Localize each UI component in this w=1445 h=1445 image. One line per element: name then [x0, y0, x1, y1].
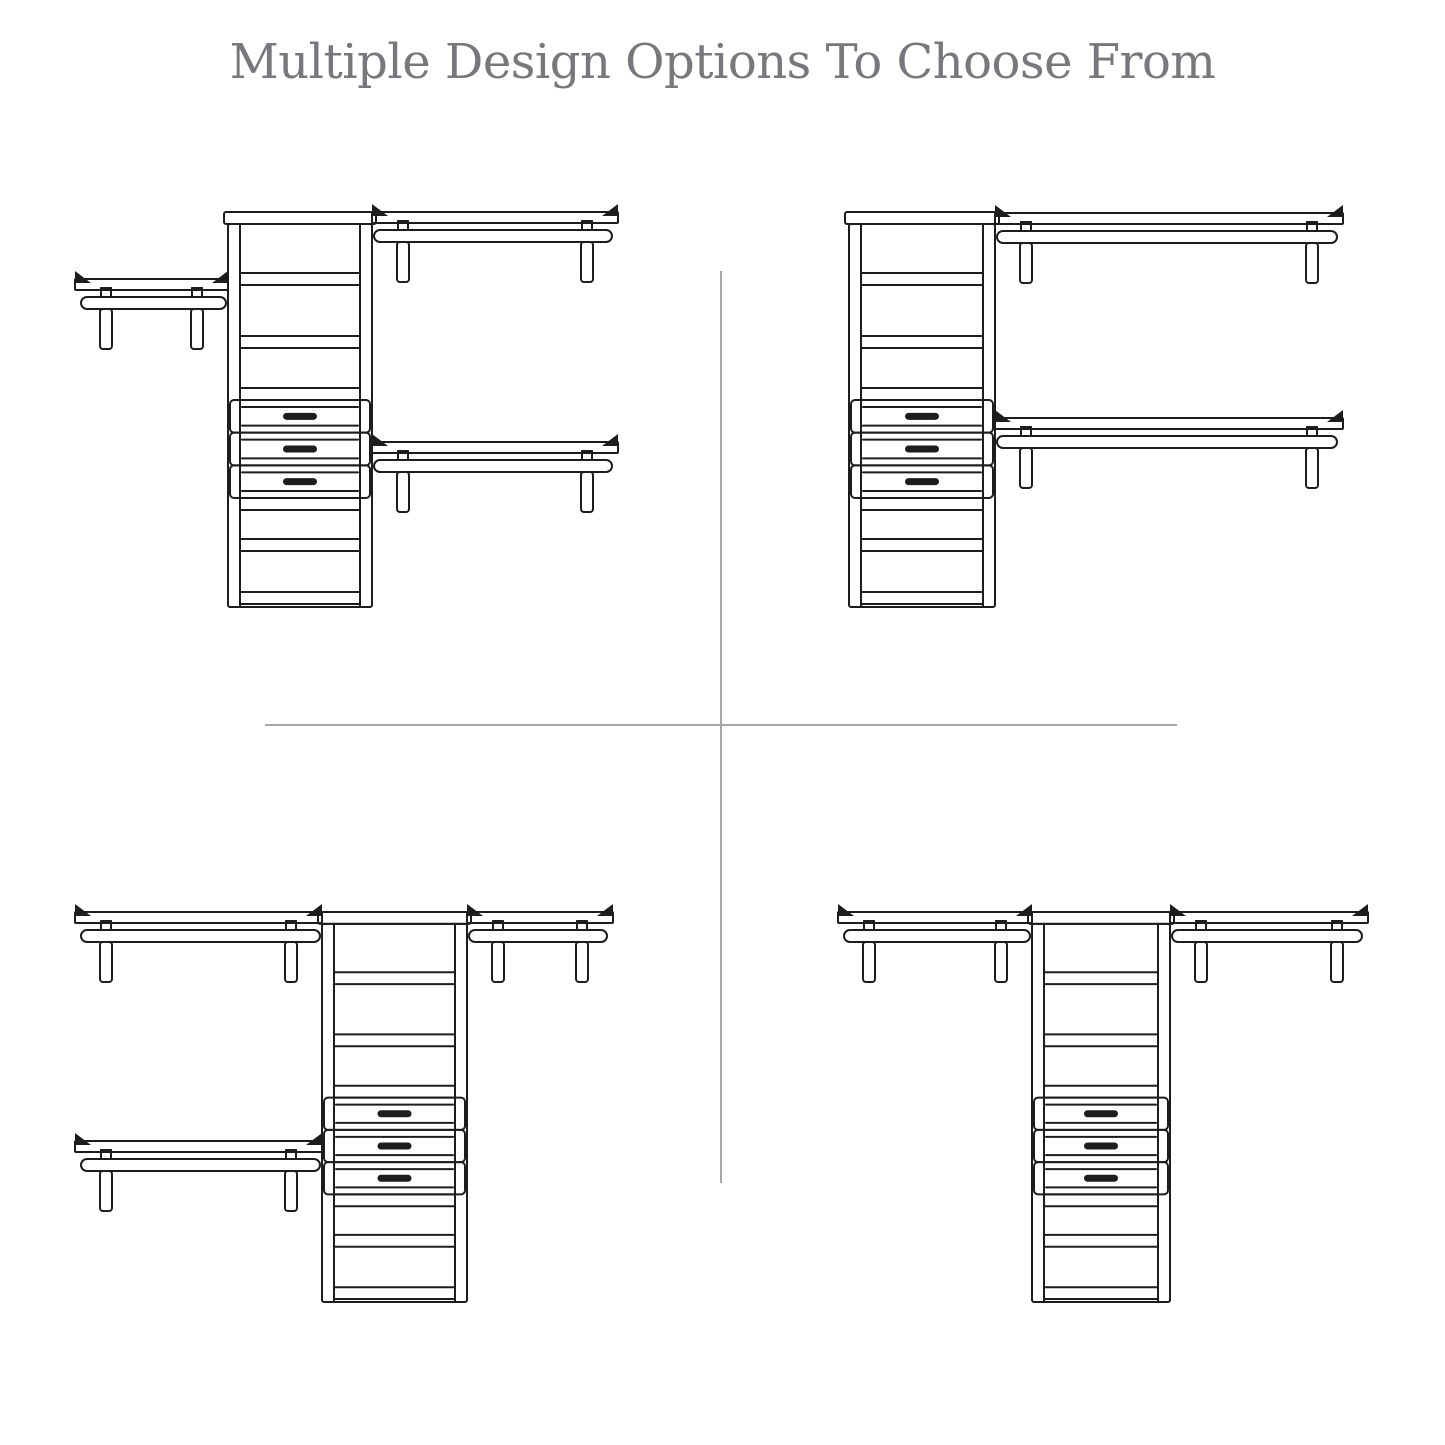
drawer-handle	[378, 1175, 412, 1182]
drawer-handle	[378, 1143, 412, 1150]
hanging-rod	[1172, 930, 1362, 942]
drawer-handle	[1084, 1143, 1118, 1150]
drawer-handle	[283, 478, 317, 485]
shelf-end-bracket	[597, 904, 613, 916]
shelf-end-bracket	[995, 205, 1011, 217]
rod-support	[1020, 448, 1032, 488]
shelf-rod-unit	[995, 410, 1343, 488]
shelf-end-bracket	[1327, 410, 1343, 422]
drawer-tower	[318, 912, 471, 1302]
shelf-end-bracket	[1327, 205, 1343, 217]
shelf-rod-unit	[75, 271, 228, 349]
shelf-end-bracket	[75, 1133, 91, 1145]
drawer-handle	[905, 478, 939, 485]
shelf-end-bracket	[306, 1133, 322, 1145]
shelf-bar	[75, 912, 322, 923]
rod-support	[191, 309, 203, 349]
page-title: Multiple Design Options To Choose From	[229, 34, 1216, 90]
hanging-rod	[374, 230, 612, 242]
shelf-end-bracket	[372, 434, 388, 446]
design-option-3-diagram	[75, 904, 613, 1302]
rod-support	[581, 472, 593, 512]
hanging-rod	[997, 436, 1337, 448]
shelf-end-bracket	[1016, 904, 1032, 916]
shelf-end-bracket	[995, 410, 1011, 422]
shelf-end-bracket	[75, 904, 91, 916]
rod-support	[863, 942, 875, 982]
shelf-bar	[995, 213, 1343, 224]
shelf-rod-unit	[467, 904, 613, 982]
rod-support	[1195, 942, 1207, 982]
shelf-end-bracket	[838, 904, 854, 916]
rod-support	[576, 942, 588, 982]
rod-support	[1306, 243, 1318, 283]
shelf-end-bracket	[212, 271, 228, 283]
drawer-handle	[283, 446, 317, 453]
tower-top-cap	[224, 212, 376, 224]
drawer-tower	[1028, 912, 1174, 1302]
shelf-end-bracket	[1352, 904, 1368, 916]
hanging-rod	[81, 930, 320, 942]
rod-support	[1306, 448, 1318, 488]
drawer-handle	[905, 413, 939, 420]
rod-support	[397, 242, 409, 282]
drawer-handle	[905, 446, 939, 453]
shelf-rod-unit	[838, 904, 1032, 982]
drawer-tower	[845, 212, 999, 607]
drawer-handle	[1084, 1110, 1118, 1117]
shelf-rod-unit	[372, 434, 618, 512]
drawer-handle	[378, 1110, 412, 1117]
shelf-rod-unit	[372, 204, 618, 282]
hanging-rod	[469, 930, 607, 942]
shelf-end-bracket	[306, 904, 322, 916]
hanging-rod	[844, 930, 1030, 942]
shelf-end-bracket	[372, 204, 388, 216]
shelf-end-bracket	[602, 204, 618, 216]
hanging-rod	[81, 297, 226, 309]
tower-top-cap	[845, 212, 999, 224]
shelf-bar	[995, 418, 1343, 429]
rod-support	[1020, 243, 1032, 283]
rod-support	[100, 1171, 112, 1211]
shelf-bar	[75, 1141, 322, 1152]
shelf-bar	[467, 912, 613, 923]
rod-support	[581, 242, 593, 282]
design-option-1-diagram	[75, 204, 618, 607]
rod-support	[285, 942, 297, 982]
drawer-handle	[283, 413, 317, 420]
hanging-rod	[374, 460, 612, 472]
shelf-end-bracket	[467, 904, 483, 916]
rod-support	[100, 942, 112, 982]
shelf-rod-unit	[75, 1133, 322, 1211]
shelf-bar	[75, 279, 228, 290]
tower-top-cap	[318, 912, 471, 924]
drawer-handle	[1084, 1175, 1118, 1182]
shelf-rod-unit	[995, 205, 1343, 283]
design-option-2-diagram	[845, 205, 1343, 607]
shelf-end-bracket	[1170, 904, 1186, 916]
rod-support	[285, 1171, 297, 1211]
tower-top-cap	[1028, 912, 1174, 924]
hanging-rod	[81, 1159, 320, 1171]
drawer-tower	[224, 212, 376, 607]
rod-support	[492, 942, 504, 982]
rod-support	[1331, 942, 1343, 982]
rod-support	[995, 942, 1007, 982]
rod-support	[397, 472, 409, 512]
shelf-rod-unit	[75, 904, 322, 982]
shelf-end-bracket	[75, 271, 91, 283]
hanging-rod	[997, 231, 1337, 243]
shelf-rod-unit	[1170, 904, 1368, 982]
shelf-end-bracket	[602, 434, 618, 446]
design-option-4-diagram	[838, 904, 1368, 1302]
rod-support	[100, 309, 112, 349]
